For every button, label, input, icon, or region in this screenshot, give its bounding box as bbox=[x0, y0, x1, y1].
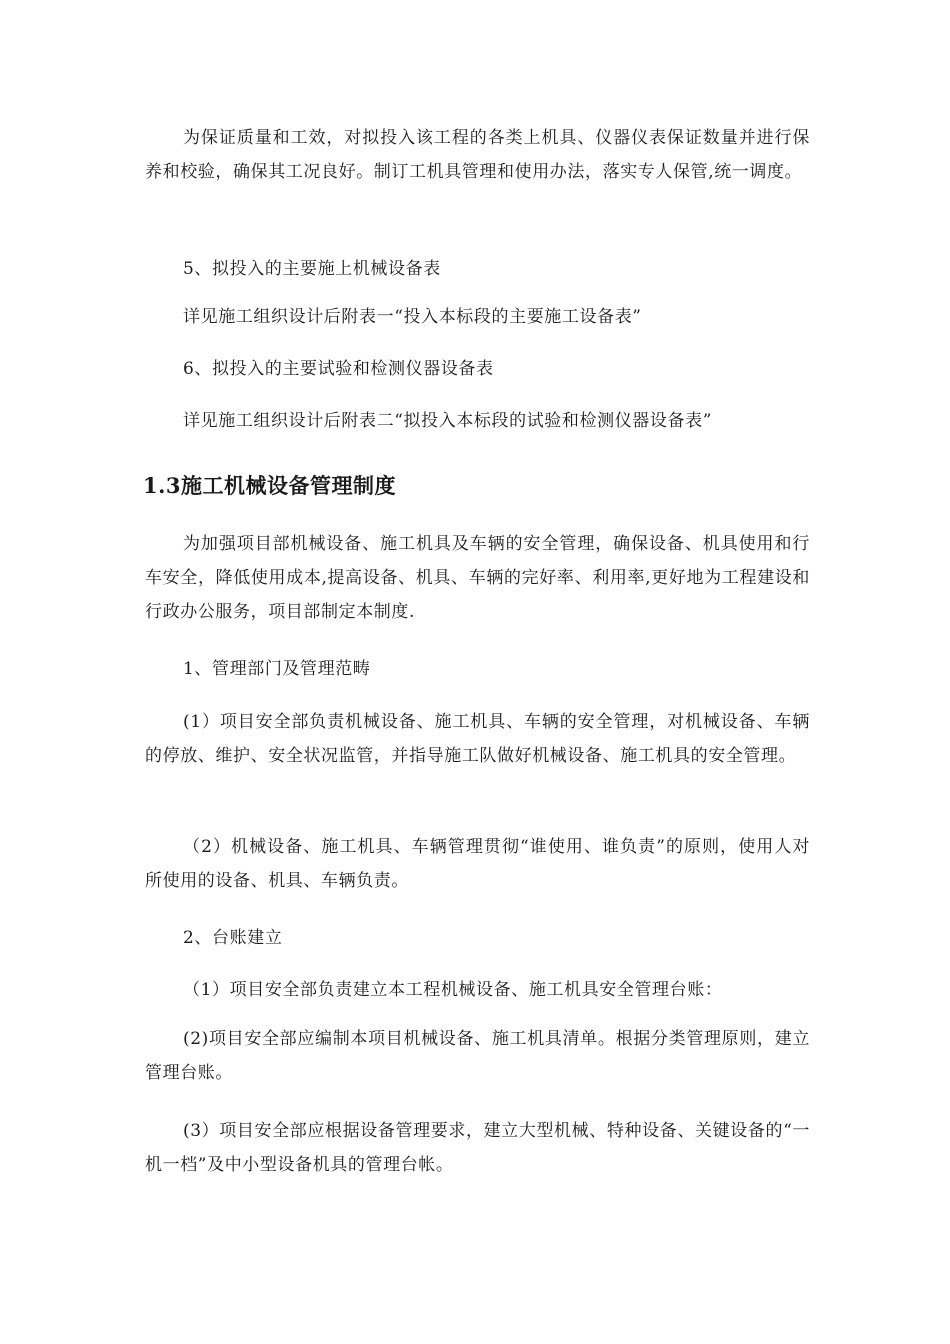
section-intro-paragraph: 为加强项目部机械设备、施工机具及车辆的安全管理，确保设备、机具使用和行车安全，降低使用成本,提高设备、机具、车辆的完好率、利用率,更好地为工程建设和行政办公服务，项目部制定本制度. bbox=[145, 534, 810, 622]
item-6-heading: 6、拟投入的主要试验和检测仪器设备表 bbox=[183, 359, 494, 379]
item-5-heading: 5、拟投入的主要施上机械设备表 bbox=[183, 259, 441, 279]
subsection-2-item-1: （1）项目安全部负责建立本工程机械设备、施工机具安全管理台账： bbox=[183, 980, 723, 1000]
subsection-2-item-3: (3）项目安全部应根据设备管理要求，建立大型机械、特种设备、关键设备的“一机一档”及中小型设备机具的管理台帐。 bbox=[145, 1121, 810, 1175]
section-heading: 1.3施工机械设备管理制度 bbox=[143, 473, 397, 498]
item-5-detail: 详见施工组织设计后附表一“投入本标段的主要施工设备表” bbox=[183, 307, 642, 327]
subsection-1-heading: 1、管理部门及管理范畴 bbox=[183, 659, 371, 679]
paragraph-tool-maintenance: 为保证质量和工效，对拟投入该工程的各类上机具、仪器仪表保证数量并进行保养和校验，确保其工况良好。制订工机具管理和使用办法，落实专人保管,统一调度。 bbox=[145, 128, 810, 182]
item-6-detail: 详见施工组织设计后附表二“拟投入本标段的试验和检测仪器设备表” bbox=[183, 411, 712, 431]
subsection-2-item-2: (2)项目安全部应编制本项目机械设备、施工机具清单。根据分类管理原则，建立管理台账。 bbox=[145, 1029, 810, 1083]
subsection-1-item-1: (1）项目安全部负责机械设备、施工机具、车辆的安全管理，对机械设备、车辆的停放、维护、安全状况监管，并指导施工队做好机械设备、施工机具的安全管理。 bbox=[145, 712, 810, 766]
subsection-1-item-2: （2）机械设备、施工机具、车辆管理贯彻“谁使用、谁负责”的原则，使用人对所使用的设备、机具、车辆负责。 bbox=[145, 837, 810, 891]
subsection-2-heading: 2、台账建立 bbox=[183, 928, 283, 948]
